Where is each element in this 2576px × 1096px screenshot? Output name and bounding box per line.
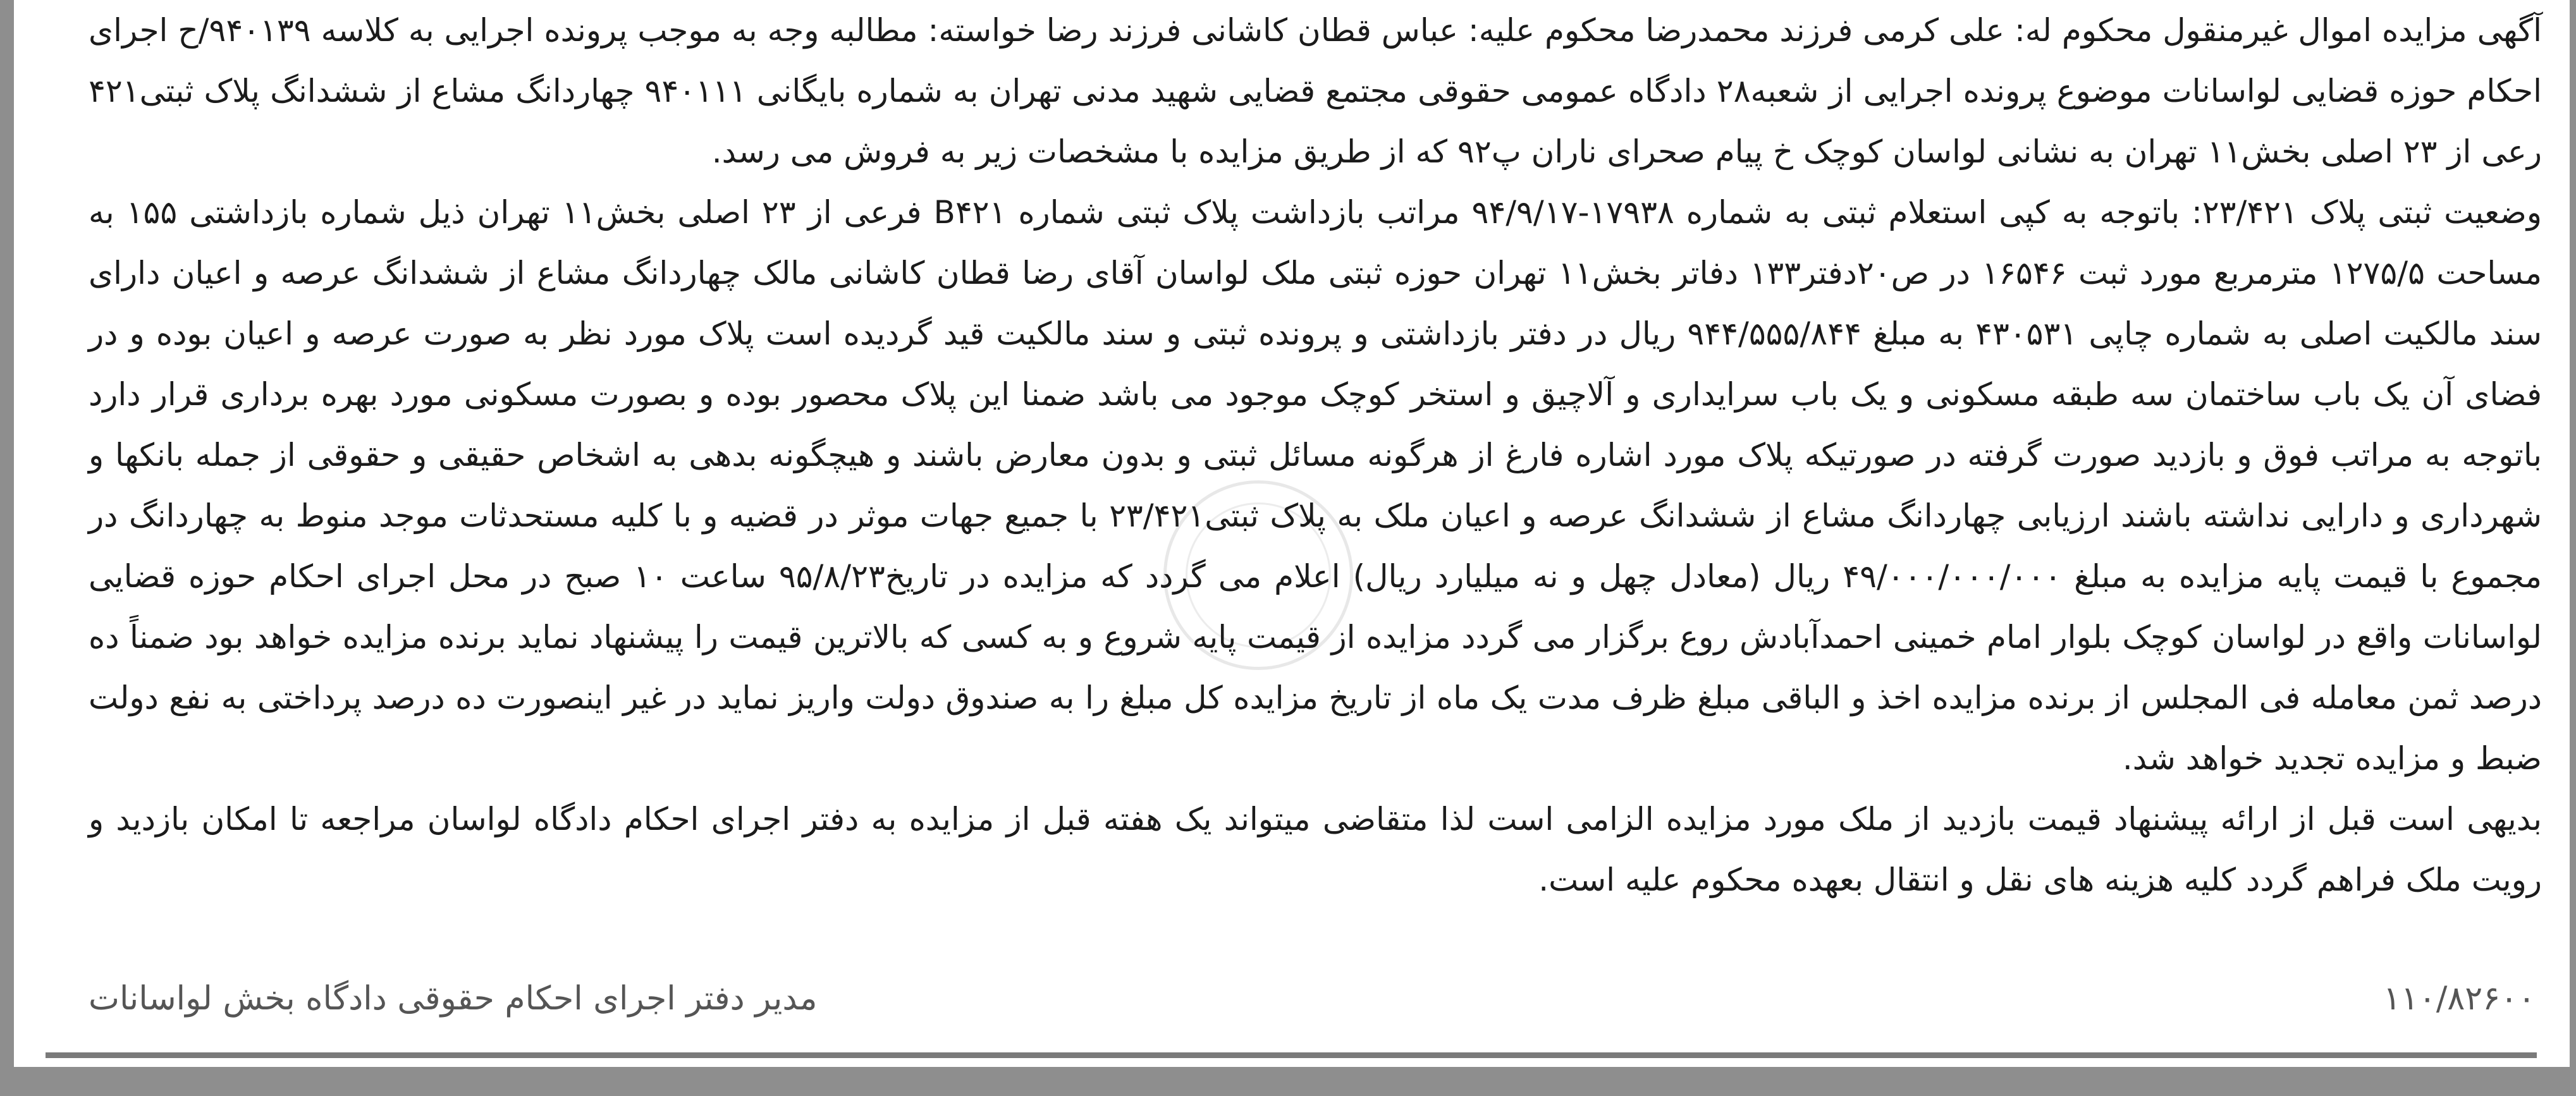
auction-notice-body xyxy=(89,0,2542,910)
frame-right-border xyxy=(2570,0,2576,1096)
notice-footer xyxy=(89,967,2536,1030)
notice-paragraph-intro: آگهی مزایده اموال غیرمنقول محکوم له: علی کرمی فرزند محمدرضا محکوم علیه: عباس قطان کاشانی فرزند رضا خواسته: مطالبه وجه به موجب پرونده اجرایی به کلاسه ۹۴۰۱۳۹/ح اجرای احکام حوزه قضایی لواسانات موضوع پرونده اجرایی از شعبه۲۸ دادگاه عمومی حقوقی مجتمع قضایی شهید مدنی تهران به شماره بایگانی ۹۴۰۱۱۱ چهاردانگ مشاع از ششدانگ پلاک ثبتی۴۲۱ رعی از ۲۳ اصلی بخش۱۱ تهران به نشانی لواسان کوچک خ پیام صحرای ناران پ۹۲ که از طریق مزایده با مشخصات زیر به فروش می رسد. xyxy=(89,12,2542,170)
notice-paragraph-inspection: بدیهی است قبل از ارائه پیشنهاد قیمت بازدید از ملک مورد مزایده الزامی است لذا متقاضی میتواند یک هفته قبل از مزایده به دفتر اجرای احکام دادگاه لواسان مراجعه تا امکان بازدید و رویت ملک فراهم گردد کلیه هزینه های نقل و انتقال بعهده محکوم علیه است. xyxy=(89,801,2542,898)
signatory-office: مدیر دفتر اجرای احکام حقوقی دادگاه بخش لواسانات xyxy=(89,980,818,1018)
frame-bottom-border xyxy=(0,1067,2576,1096)
notice-paragraph-registration-status: وضعیت ثبتی پلاک ۲۳/۴۲۱: باتوجه به کپی استعلام ثبتی به شماره ۱۷۹۳۸-۹۴/۹/۱۷ مراتب بازداشت پلاک ثبتی شماره B۴۲۱ فرعی از ۲۳ اصلی بخش۱۱ تهران ذیل شماره بازداشتی ۱۵۵ به مساحت ۱۲۷۵/۵ مترمربع مورد ثبت ۱۶۵۴۶ در ص۲۰دفتر۱۳۳ دفاتر بخش۱۱ تهران حوزه ثبتی ملک لواسان آقای رضا قطان کاشانی مالک چهاردانگ مشاع از ششدانگ عرصه و اعیان دارای سند مالکیت اصلی به شماره چاپی ۴۳۰۵۳۱ به مبلغ ۹۴۴/۵۵۵/۸۴۴ ریال در دفتر بازداشتی و پرونده ثبتی و سند مالکیت قید گردیده است پلاک مورد نظر به صورت عرصه و اعیان بوده و در فضای آن یک باب ساختمان سه طبقه مسکونی و یک باب سرایداری و آلاچیق و استخر کوچک موجود می باشد ضمنا این پلاک محصور بوده و بصورت مسکونی مورد بهره برداری قرار دارد باتوجه به مراتب فوق و بازدید صورت گرفته در صورتیکه پلاک مورد اشاره فارغ از هرگونه مسائل ثبتی و بدون معارض باشند و هیچگونه بدهی به اشخاص حقیقی و حقوقی از جمله بانکها و شهرداری و دارایی نداشته باشند ارزیابی چهاردانگ مشاع از ششدانگ عرصه و اعیان ملک به پلاک ثبتی۲۳/۴۲۱ با جمیع جهات موثر در قضیه و با کلیه مستحدثات موجد منوط به چهاردانگ در مجموع با قیمت پایه مزایده به مبلغ ۴۹/۰۰۰/۰۰۰/۰۰۰ ریال (معادل چهل و نه میلیارد ریال) اعلام می گردد که مزایده در تاریخ۹۵/۸/۲۳ ساعت ۱۰ صبح در محل اجرای احکام حوزه قضایی لواسانات واقع در لواسان کوچک بلوار امام خمینی احمدآبادش روع برگزار می گردد مزایده از قیمت پایه شروع و به کسی که بالاترین قیمت را پیشنهاد نماید برنده مزایده خواهد بود ضمناً ده درصد ثمن معامله فی المجلس از برنده مزایده اخذ و الباقی مبلغ ظرف مدت یک ماه از تاریخ مزایده کل مبلغ را به صندوق دولت واریز نماید در غیر اینصورت ده درصد پرداختی به نفع دولت ضبط و مزایده تجدید خواهد شد. xyxy=(89,194,2542,777)
footer-divider xyxy=(46,1052,2537,1058)
notice-code: ۱۱۰/۸۲۶۰۰ xyxy=(2383,980,2536,1018)
frame-left-border xyxy=(0,0,14,1096)
